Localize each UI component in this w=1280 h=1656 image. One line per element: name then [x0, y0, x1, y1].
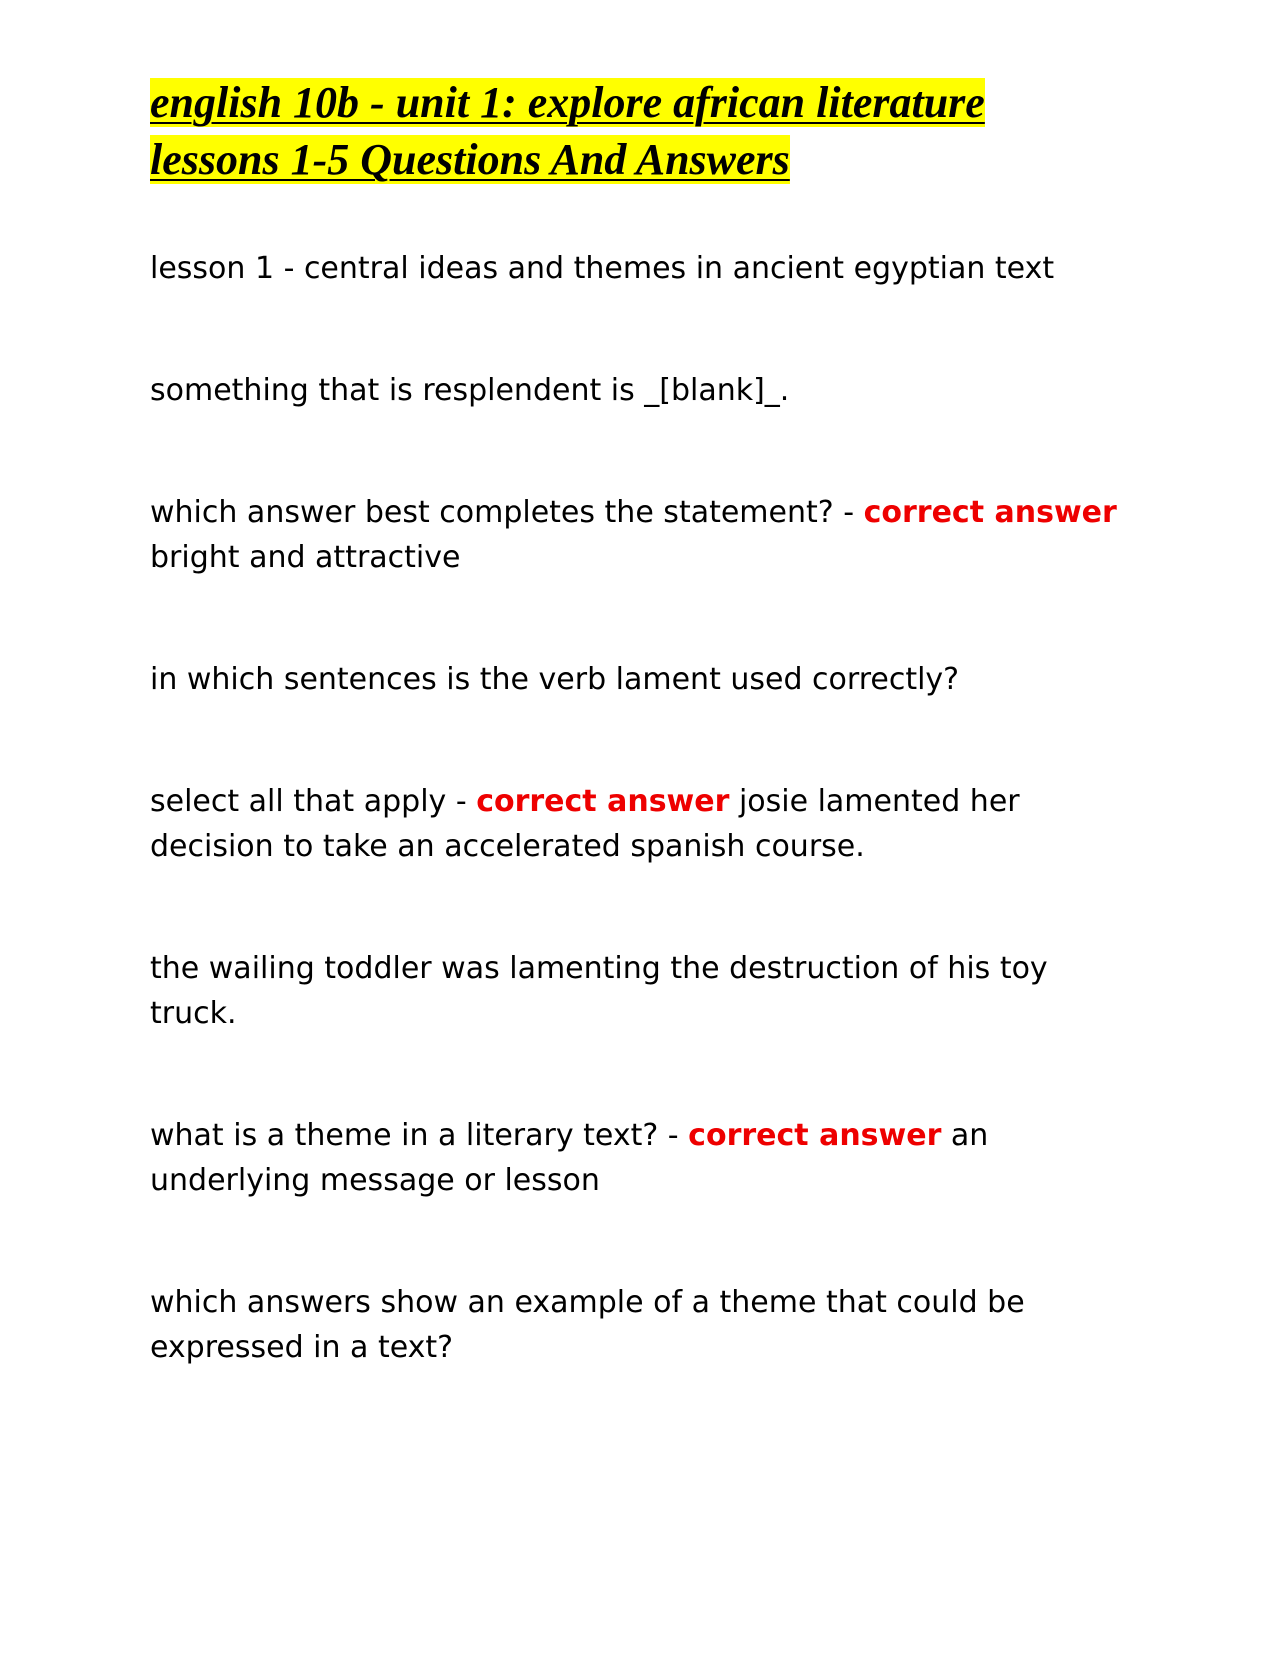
question-theme-example [150, 1280, 1140, 1370]
document-title [150, 74, 1140, 188]
answer-resplendent [150, 490, 1140, 580]
correct-answer-label: correct answer [688, 1118, 942, 1153]
lesson-heading [150, 246, 1140, 291]
answer-theme [150, 1113, 1140, 1203]
correct-answer-label: correct answer [863, 495, 1117, 530]
question-text: select all that apply - [150, 784, 477, 819]
question-lament [150, 657, 1140, 702]
answer-lament [150, 779, 1140, 869]
paragraph-text: the wailing toddler was lamenting the destruction of his toy truck. [150, 951, 1048, 1031]
answer-lament-continued [150, 946, 1140, 1036]
answer-text: josie lamented her decision to take an accelerated spanish course. [150, 784, 1020, 864]
paragraph-text: lesson 1 - central ideas and themes in ancient egyptian text [150, 251, 1055, 286]
correct-answer-label: correct answer [476, 784, 730, 819]
question-text: which answer best completes the statement? - [150, 495, 864, 530]
answer-text: bright and attractive [150, 540, 461, 575]
title-line-1: english 10b - unit 1: explore african literature [150, 78, 985, 127]
paragraph-text: which answers show an example of a theme that could be expressed in a text? [150, 1285, 1025, 1365]
document-body [150, 74, 1140, 1370]
paragraph-text: in which sentences is the verb lament used correctly? [150, 662, 960, 697]
paragraph-text: something that is resplendent is _[blank]_. [150, 373, 790, 408]
title-line-2: lessons 1-5 Questions And Answers [150, 135, 790, 184]
question-text: what is a theme in a literary text? - [150, 1118, 689, 1153]
answer-text: an underlying message or lesson [150, 1118, 989, 1198]
question-resplendent [150, 368, 1140, 413]
